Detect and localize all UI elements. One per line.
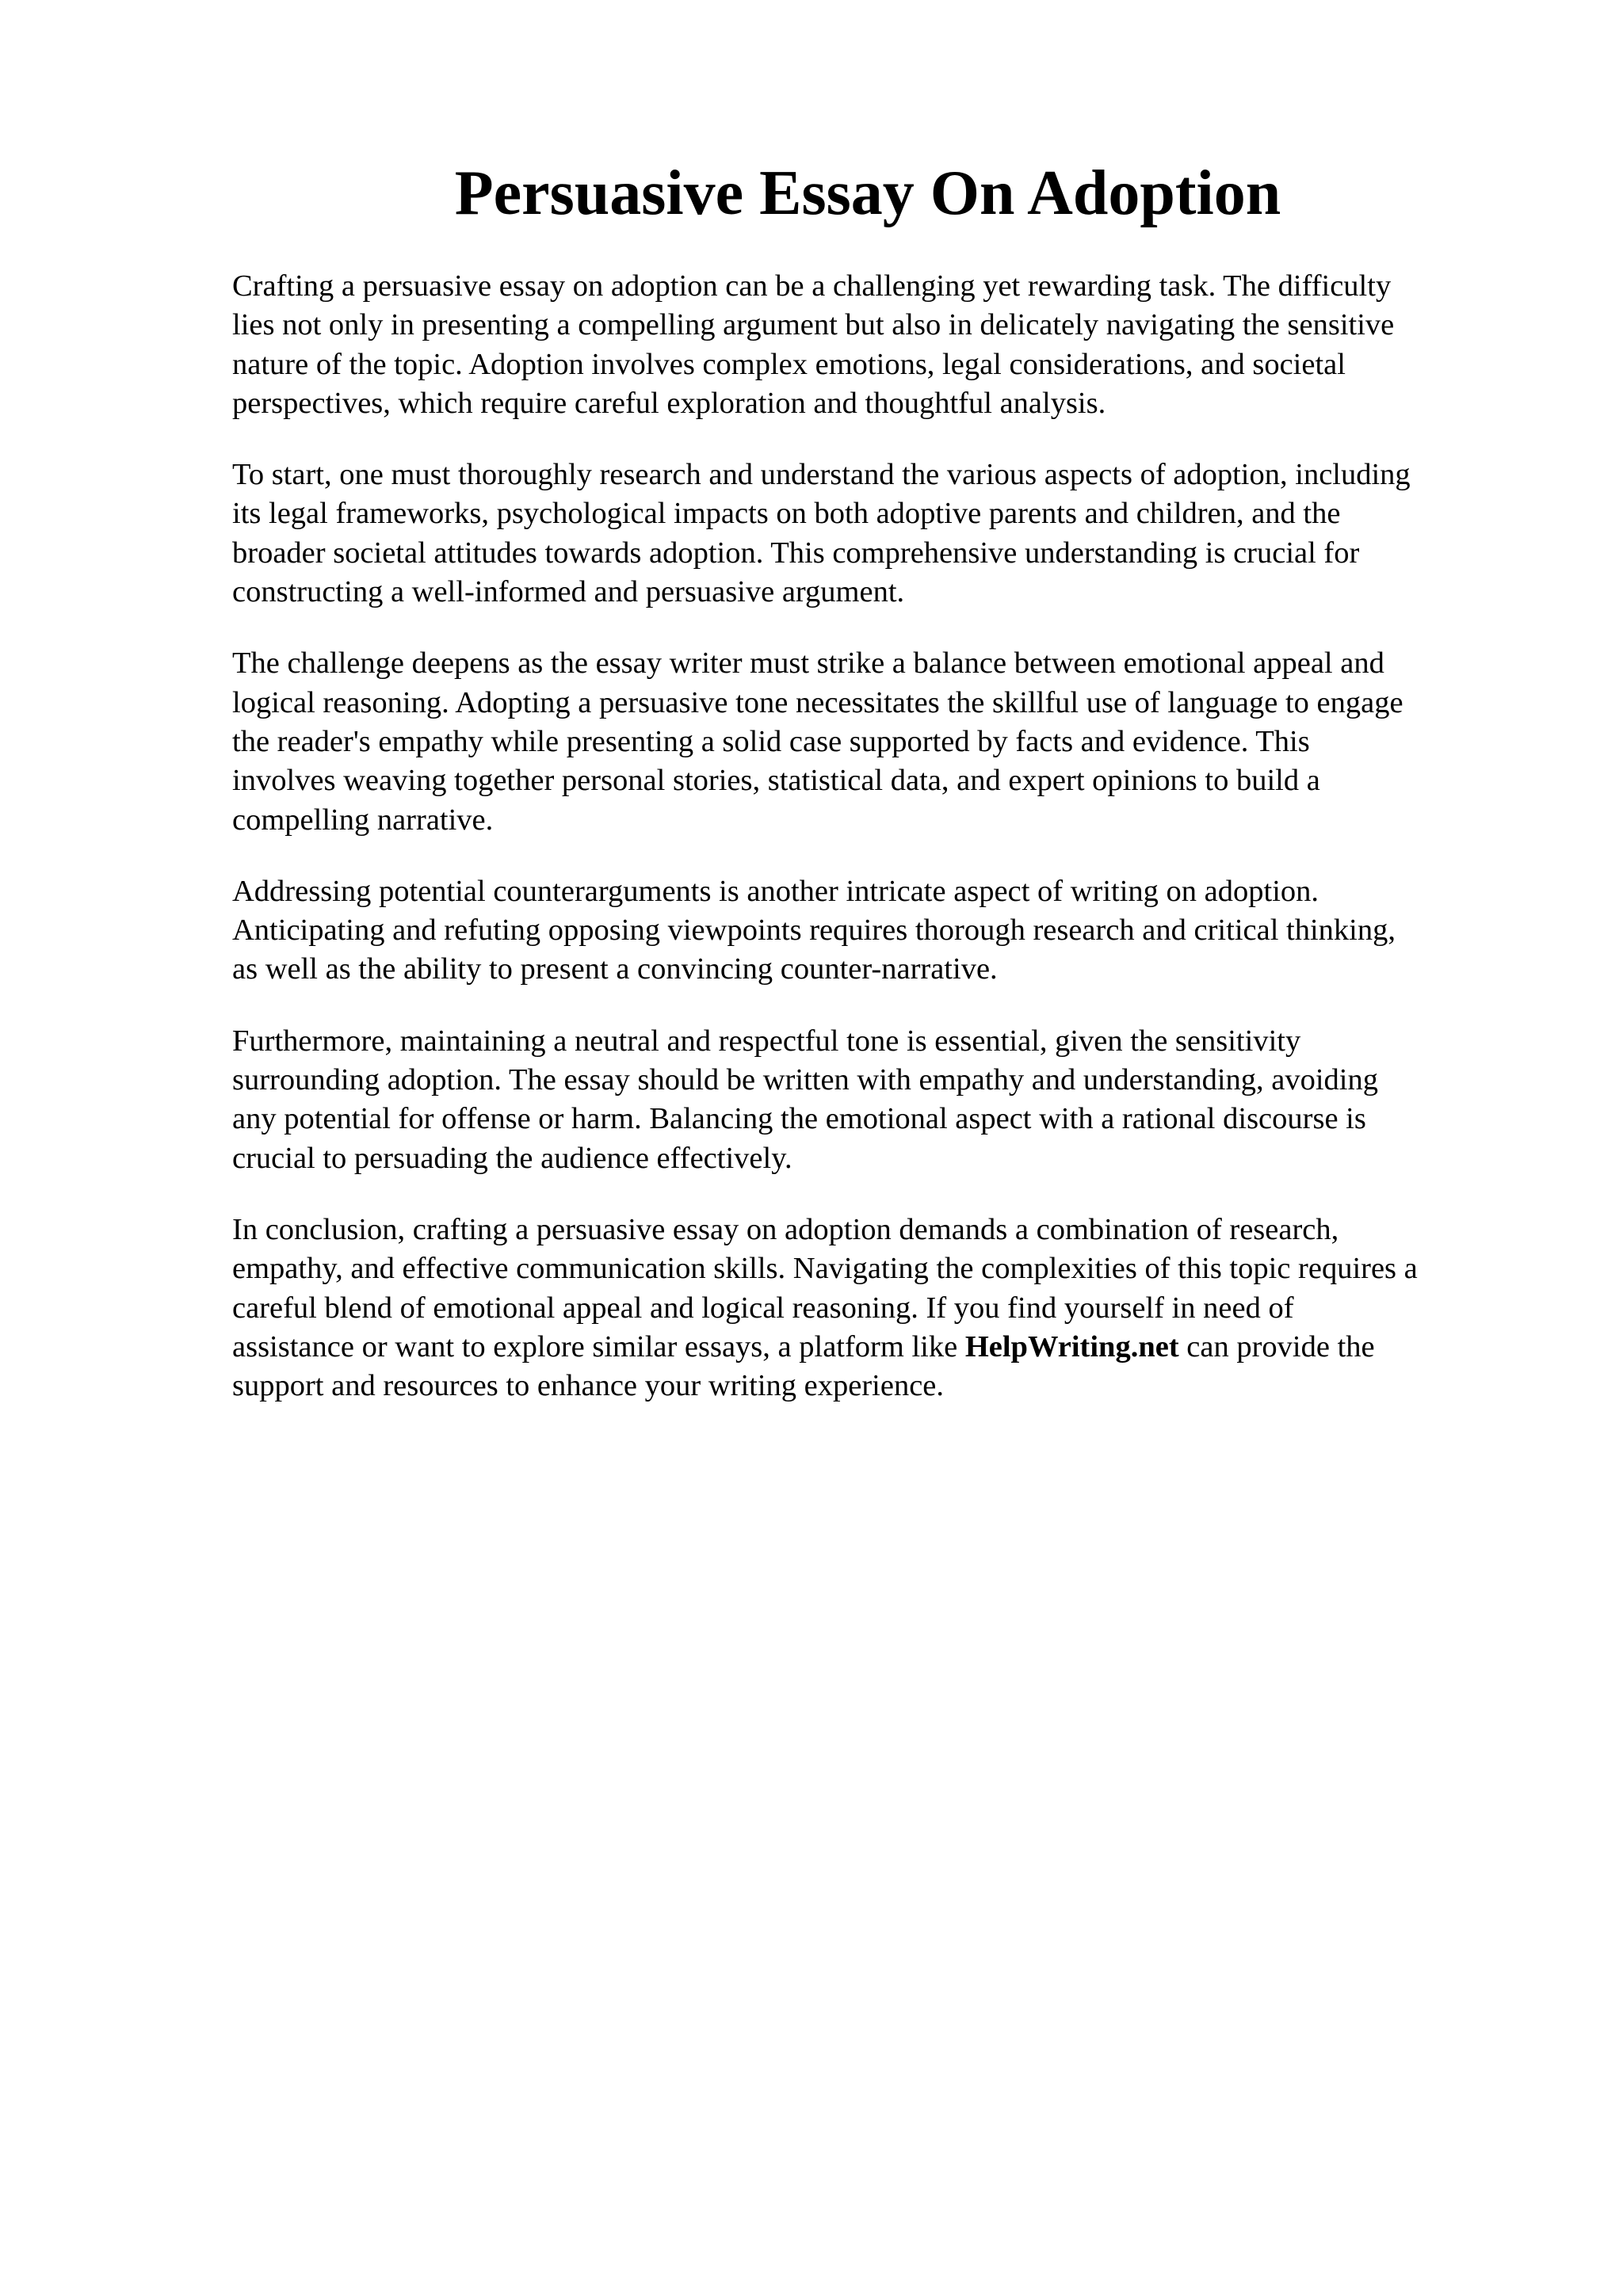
text-line: To start, one must thoroughly research and understand the various aspects of adoption, including bbox=[232, 458, 1411, 492]
essay-body bbox=[232, 267, 1532, 1438]
text-line: logical reasoning. Adopting a persuasive tone necessitates the skillful use of language to engage bbox=[232, 685, 1403, 719]
text-line: as well as the ability to present a convincing counter-narrative. bbox=[232, 952, 998, 986]
text-line: lies not only in presenting a compelling argument but also in delicately navigating the sensitive bbox=[232, 308, 1395, 342]
paragraph-5 bbox=[232, 1022, 1532, 1178]
text-before-brand: assistance or want to explore similar essays, a platform like bbox=[232, 1329, 958, 1363]
text-line: Addressing potential counterarguments is another intricate aspect of writing on adoption. bbox=[232, 874, 1319, 908]
text-line: In conclusion, crafting a persuasive essay on adoption demands a combination of research, bbox=[232, 1212, 1339, 1246]
text-after-brand: can provide the bbox=[1186, 1329, 1375, 1363]
text-line: Anticipating and refuting opposing viewpoints requires thorough research and critical thinking, bbox=[232, 913, 1396, 948]
text-line: nature of the topic. Adoption involves complex emotions, legal considerations, and societal bbox=[232, 347, 1346, 381]
text-line: Crafting a persuasive essay on adoption can be a challenging yet rewarding task. The difficulty bbox=[232, 269, 1392, 303]
text-line: compelling narrative. bbox=[232, 803, 494, 837]
page-title: Persuasive Essay On Adoption bbox=[454, 158, 1281, 228]
brand-link[interactable]: HelpWriting.net bbox=[964, 1329, 1179, 1363]
text-line: crucial to persuading the audience effectively. bbox=[232, 1141, 792, 1175]
text-line: Furthermore, maintaining a neutral and respectful tone is essential, given the sensitivity bbox=[232, 1024, 1301, 1058]
paragraph-1 bbox=[232, 267, 1532, 423]
text-line: any potential for offense or harm. Balancing the emotional aspect with a rational discourse is bbox=[232, 1102, 1366, 1136]
text-line-with-link bbox=[232, 1328, 1532, 1367]
text-line: broader societal attitudes towards adoption. This comprehensive understanding is crucial for bbox=[232, 536, 1360, 570]
paragraph-3 bbox=[232, 644, 1532, 839]
text-line: support and resources to enhance your writing experience. bbox=[232, 1369, 945, 1403]
text-line: The challenge deepens as the essay writer must strike a balance between emotional appeal and bbox=[232, 646, 1384, 681]
text-line: constructing a well-informed and persuasive argument. bbox=[232, 575, 905, 609]
text-line: empathy, and effective communication skills. Navigating the complexities of this topic requires a bbox=[232, 1252, 1418, 1286]
text-line: perspectives, which require careful exploration and thoughtful analysis. bbox=[232, 386, 1106, 420]
text-line: involves weaving together personal stories, statistical data, and expert opinions to build a bbox=[232, 764, 1320, 798]
text-line: its legal frameworks, psychological impacts on both adoptive parents and children, and the bbox=[232, 497, 1341, 531]
paragraph-6 bbox=[232, 1211, 1532, 1405]
text-line: the reader's empathy while presenting a solid case supported by facts and evidence. This bbox=[232, 724, 1310, 758]
paragraph-4 bbox=[232, 872, 1532, 990]
text-line: surrounding adoption. The essay should be written with empathy and understanding, avoiding bbox=[232, 1063, 1379, 1097]
paragraph-2 bbox=[232, 456, 1532, 612]
text-line: careful blend of emotional appeal and logical reasoning. If you find yourself in need of bbox=[232, 1291, 1294, 1325]
